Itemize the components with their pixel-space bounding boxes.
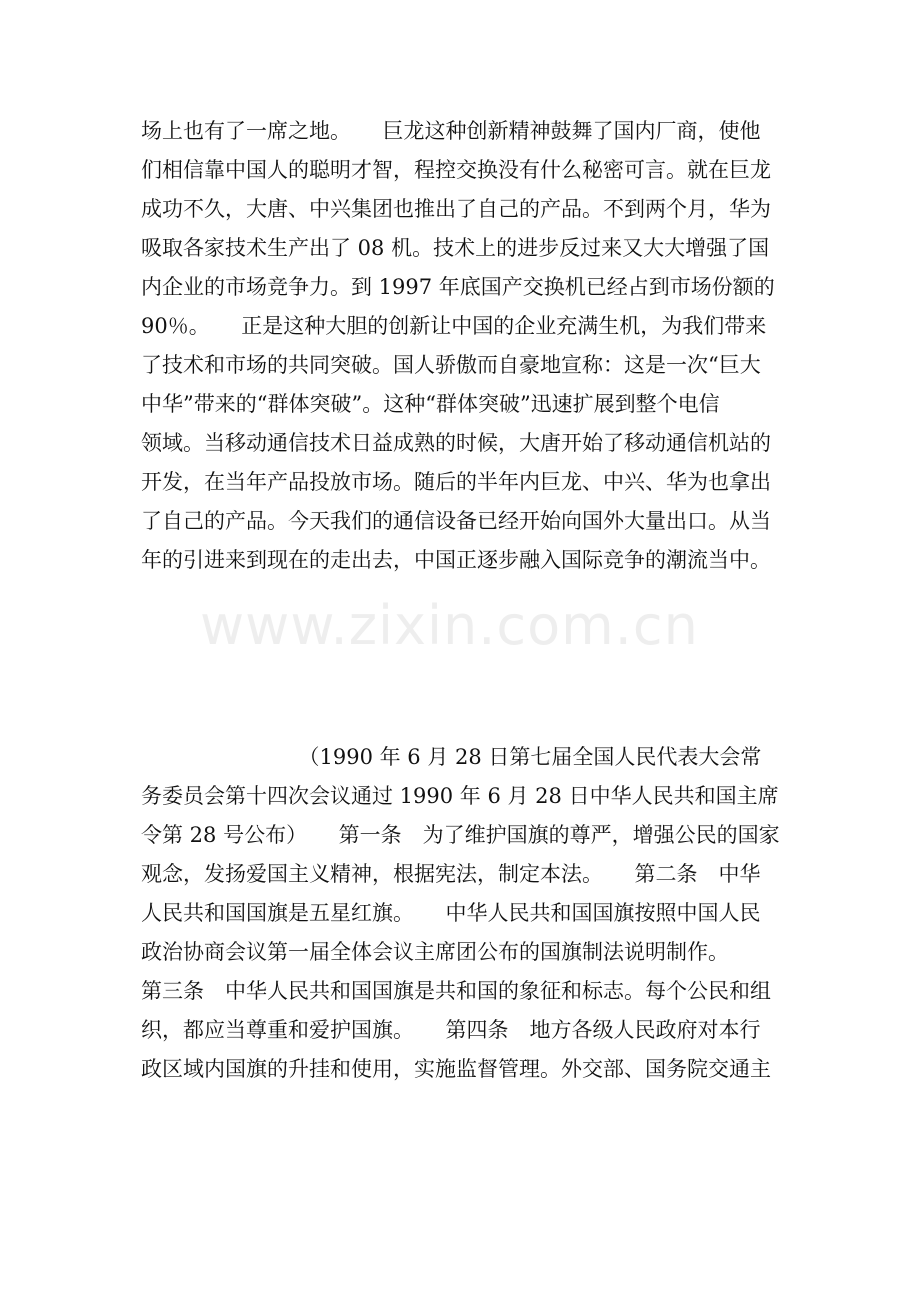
paragraph-flag-law: [141, 738, 785, 1089]
text-line: （1990 年 6 月 28 日第七届全国人民代表大会常: [141, 745, 762, 769]
text-line: 第三条 中华人民共和国国旗是共和国的象征和标志。每个公民和组: [141, 979, 771, 1003]
text-line: 了技术和市场的共同突破。国人骄傲而自豪地宣称：这是一次“巨大: [141, 353, 761, 377]
text-line: 中华”带来的“群体突破”。这种“群体突破”迅速扩展到整个电信: [141, 392, 720, 416]
text-line: 开发，在当年产品投放市场。随后的半年内巨龙、中兴、华为也拿出: [141, 470, 771, 494]
text-line: 吸取各家技术生产出了 08 机。技术上的进步反过来又大大增强了国: [141, 236, 770, 260]
watermark: www.zixin.com.cn: [200, 594, 699, 657]
text-line: 令第 28 号公布） 第一条 为了维护国旗的尊严，增强公民的国家: [141, 823, 780, 847]
text-line: 领域。当移动通信技术日益成熟的时候，大唐开始了移动通信机站的: [141, 431, 771, 455]
text-line: 90％。 正是这种大胆的创新让中国的企业充满生机，为我们带来: [141, 314, 767, 338]
text-line: 织，都应当尊重和爱护国旗。 第四条 地方各级人民政府对本行: [141, 1018, 761, 1042]
text-line: 内企业的市场竞争力。到 1997 年底国产交换机已经占到市场份额的: [141, 275, 775, 299]
text-line: 人民共和国国旗是五星红旗。 中华人民共和国国旗按照中国人民: [141, 901, 761, 925]
text-line: 政治协商会议第一届全体会议主席团公布的国旗制法说明制作。: [141, 940, 729, 964]
text-line: 务委员会第十四次会议通过 1990 年 6 月 28 日中华人民共和国主席: [141, 784, 779, 808]
text-line: 场上也有了一席之地。 巨龙这种创新精神鼓舞了国内厂商，使他: [141, 119, 761, 143]
text-line: 年的引进来到现在的走出去，中国正逐步融入国际竞争的潮流当中。: [141, 548, 771, 572]
paragraph-telecom: [141, 112, 785, 580]
text-line: 政区域内国旗的升挂和使用，实施监督管理。外交部、国务院交通主: [141, 1057, 771, 1081]
text-line: 了自己的产品。今天我们的通信设备已经开始向国外大量出口。从当: [141, 509, 771, 533]
text-line: 们相信靠中国人的聪明才智，程控交换没有什么秘密可言。就在巨龙: [141, 158, 771, 182]
text-line: 成功不久，大唐、中兴集团也推出了自己的产品。不到两个月，华为: [141, 197, 771, 221]
text-line: 观念，发扬爱国主义精神，根据宪法，制定本法。 第二条 中华: [141, 862, 761, 886]
